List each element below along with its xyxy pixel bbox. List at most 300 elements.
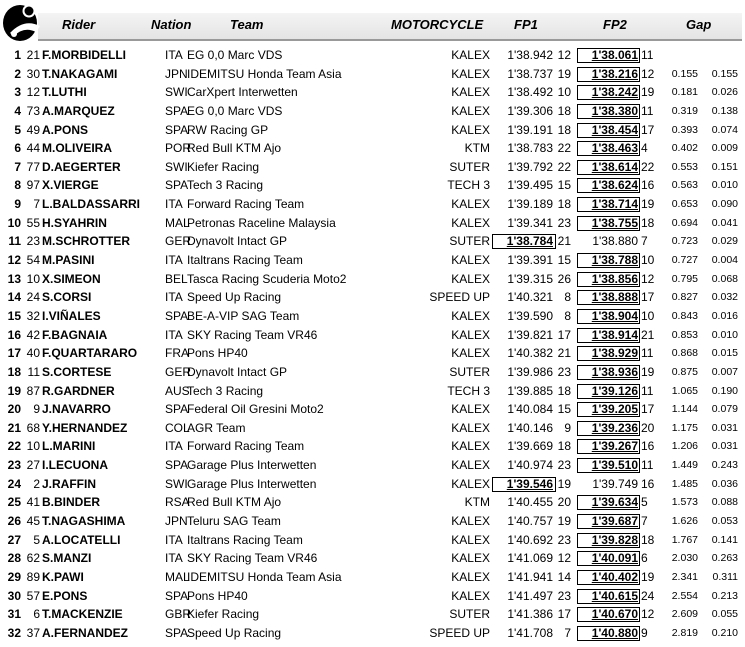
gap-to-previous: 0.138 bbox=[711, 104, 738, 117]
results-table bbox=[0, 46, 745, 643]
motorcycle: KALEX bbox=[451, 271, 490, 286]
gap-to-previous: 0.031 bbox=[711, 440, 738, 453]
gap-to-previous: 0.074 bbox=[711, 123, 738, 136]
team-name: Forward Racing Team bbox=[187, 197, 305, 212]
rider-name: F.QUARTARARO bbox=[42, 346, 138, 361]
fp1-time: 1'40.084 bbox=[507, 402, 553, 417]
position: 15 bbox=[7, 308, 21, 323]
nation: SPA bbox=[165, 588, 189, 603]
fp1-lap: 19 bbox=[557, 476, 571, 491]
fp1-time: 1'39.306 bbox=[507, 103, 553, 118]
fp2-lap: 5 bbox=[641, 495, 648, 510]
nation: SWI bbox=[165, 159, 188, 174]
fp1-lap: 20 bbox=[557, 495, 571, 510]
fp1-lap: 8 bbox=[564, 308, 571, 323]
table-row bbox=[0, 493, 745, 512]
fp1-time: 1'39.495 bbox=[507, 178, 553, 193]
fp1-time: 1'39.821 bbox=[507, 327, 553, 342]
position: 17 bbox=[7, 346, 21, 361]
gap-to-first: 0.827 bbox=[671, 291, 698, 304]
nation: GBR bbox=[165, 607, 192, 622]
nation: JPN bbox=[165, 66, 188, 81]
table-row bbox=[0, 419, 745, 438]
team-name: Dynavolt Intact GP bbox=[187, 364, 288, 379]
motorcycle: KALEX bbox=[451, 122, 490, 137]
fp1-time: 1'38.784 bbox=[506, 234, 553, 249]
table-row bbox=[0, 549, 745, 568]
fp1-time: 1'39.546 bbox=[506, 476, 553, 491]
position: 4 bbox=[14, 103, 21, 118]
fp2-lap: 20 bbox=[641, 420, 655, 435]
fp2-lap: 10 bbox=[641, 308, 655, 323]
position: 5 bbox=[14, 122, 21, 137]
fp1-time: 1'41.708 bbox=[507, 625, 553, 640]
rider-name: Y.HERNANDEZ bbox=[42, 420, 128, 435]
rider-name: J.RAFFIN bbox=[42, 476, 96, 491]
fp2-lap: 16 bbox=[641, 439, 655, 454]
rider-name: T.MACKENZIE bbox=[42, 607, 123, 622]
gap-to-first: 1.626 bbox=[671, 515, 698, 528]
gap-to-previous: 0.053 bbox=[711, 515, 738, 528]
fp2-lap: 19 bbox=[641, 569, 655, 584]
team-name: Teluru SAG Team bbox=[187, 514, 281, 529]
rider-number: 7 bbox=[33, 197, 40, 212]
motorcycle: SUTER bbox=[449, 159, 490, 174]
position: 8 bbox=[14, 178, 21, 193]
table-row bbox=[0, 363, 745, 382]
fp2-time: 1'38.242 bbox=[591, 85, 638, 100]
nation: SPA bbox=[165, 178, 189, 193]
fp1-time: 1'41.386 bbox=[507, 607, 553, 622]
table-row bbox=[0, 344, 745, 363]
position: 12 bbox=[7, 253, 21, 268]
fp2-lap: 17 bbox=[641, 402, 655, 417]
fp1-time: 1'38.737 bbox=[507, 66, 553, 81]
team-name: IDEMITSU Honda Team Asia bbox=[187, 569, 342, 584]
rider-number: 41 bbox=[26, 495, 40, 510]
team-name: Red Bull KTM Ajo bbox=[187, 141, 282, 156]
nation: ITA bbox=[165, 439, 183, 454]
nation: ITA bbox=[165, 327, 183, 342]
motorcycle: KALEX bbox=[451, 48, 490, 62]
table-row bbox=[0, 121, 745, 140]
nation: SPA bbox=[165, 402, 189, 417]
fp1-time: 1'41.497 bbox=[507, 588, 553, 603]
nation: COL bbox=[165, 420, 190, 435]
rider-number: 24 bbox=[26, 290, 40, 305]
header-motorcycle: MOTORCYCLE bbox=[391, 17, 484, 32]
motorcycle: KALEX bbox=[451, 85, 490, 100]
team-name: Tech 3 Racing bbox=[187, 383, 264, 398]
motorcycle: KALEX bbox=[451, 588, 490, 603]
rider-name: F.MORBIDELLI bbox=[42, 48, 126, 62]
gap-to-first: 0.727 bbox=[671, 254, 698, 267]
motorcycle: KALEX bbox=[451, 532, 490, 547]
rider-number: 77 bbox=[26, 159, 40, 174]
motorcycle: KALEX bbox=[451, 476, 490, 491]
gap-to-previous: 0.041 bbox=[711, 216, 738, 229]
table-row bbox=[0, 512, 745, 531]
rider-name: T.LUTHI bbox=[42, 85, 87, 100]
gap-to-first: 1.065 bbox=[671, 384, 698, 397]
gap-to-first: 1.449 bbox=[671, 459, 698, 472]
fp1-lap: 18 bbox=[557, 197, 571, 212]
fp2-lap: 11 bbox=[641, 458, 654, 473]
fp2-time: 1'40.402 bbox=[591, 569, 638, 584]
rider-name: M.PASINI bbox=[42, 253, 95, 268]
fp1-lap: 10 bbox=[557, 85, 571, 100]
position: 32 bbox=[7, 625, 21, 640]
nation: BEL bbox=[165, 271, 188, 286]
motorcycle: KALEX bbox=[451, 253, 490, 268]
position: 24 bbox=[7, 476, 21, 491]
gap-to-previous: 0.151 bbox=[711, 160, 738, 173]
position: 22 bbox=[7, 439, 21, 454]
table-row bbox=[0, 158, 745, 177]
position: 20 bbox=[7, 402, 21, 417]
motorcycle: KALEX bbox=[451, 215, 490, 230]
fp1-lap: 12 bbox=[557, 551, 571, 566]
gap-to-previous: 0.243 bbox=[711, 459, 738, 472]
motorcycle: KALEX bbox=[451, 103, 490, 118]
fp1-time: 1'39.189 bbox=[507, 197, 553, 212]
rider-name: D.AEGERTER bbox=[42, 159, 121, 174]
position: 3 bbox=[14, 85, 21, 100]
fp2-time: 1'39.510 bbox=[591, 458, 638, 473]
position: 25 bbox=[7, 495, 21, 510]
team-name: Garage Plus Interwetten bbox=[187, 458, 317, 473]
team-name: Italtrans Racing Team bbox=[187, 532, 303, 547]
team-name: RW Racing GP bbox=[187, 122, 269, 137]
table-header bbox=[0, 0, 745, 44]
fp2-time: 1'38.614 bbox=[591, 159, 638, 174]
fp1-lap: 15 bbox=[557, 402, 571, 417]
rider-name: H.SYAHRIN bbox=[42, 215, 107, 230]
gap-to-first: 2.819 bbox=[671, 626, 698, 639]
fp1-lap: 23 bbox=[557, 588, 571, 603]
nation: ITA bbox=[165, 290, 183, 305]
rider-name: E.PONS bbox=[42, 588, 88, 603]
rider-number: 73 bbox=[26, 103, 40, 118]
position: 21 bbox=[7, 420, 21, 435]
fp1-time: 1'40.321 bbox=[507, 290, 553, 305]
fp1-lap: 17 bbox=[557, 327, 571, 342]
fp1-lap: 21 bbox=[557, 346, 571, 361]
gap-to-first: 0.402 bbox=[671, 142, 698, 155]
fp2-time: 1'38.714 bbox=[591, 197, 638, 212]
rider-name: T.NAGASHIMA bbox=[42, 514, 126, 529]
fp1-lap: 12 bbox=[557, 48, 571, 62]
rider-number: 6 bbox=[33, 607, 40, 622]
table-row bbox=[0, 214, 745, 233]
position: 18 bbox=[7, 364, 21, 379]
gap-to-first: 0.319 bbox=[671, 104, 698, 117]
gap-to-first: 0.393 bbox=[671, 123, 698, 136]
header-fp1: FP1 bbox=[514, 17, 538, 32]
fp1-time: 1'39.885 bbox=[507, 383, 553, 398]
fp1-lap: 23 bbox=[557, 458, 571, 473]
table-row bbox=[0, 587, 745, 606]
table-row bbox=[0, 102, 745, 121]
motorcycle: KALEX bbox=[451, 346, 490, 361]
fp1-time: 1'40.974 bbox=[507, 458, 553, 473]
fp1-lap: 26 bbox=[557, 271, 571, 286]
rider-number: 55 bbox=[26, 215, 40, 230]
fp1-lap: 17 bbox=[557, 607, 571, 622]
fp1-lap: 22 bbox=[557, 159, 571, 174]
rider-number: 89 bbox=[26, 569, 40, 584]
header-nation: Nation bbox=[151, 17, 192, 32]
fp1-time: 1'39.669 bbox=[507, 439, 553, 454]
motorcycle: SPEED UP bbox=[429, 625, 490, 640]
motorcycle: KALEX bbox=[451, 402, 490, 417]
table-row bbox=[0, 531, 745, 550]
fp1-time: 1'39.315 bbox=[507, 271, 553, 286]
rider-number: 37 bbox=[26, 625, 40, 640]
fp1-time: 1'38.783 bbox=[507, 141, 553, 156]
fp2-time: 1'38.888 bbox=[591, 290, 638, 305]
gap-to-previous: 0.068 bbox=[711, 272, 738, 285]
header-bar bbox=[38, 13, 742, 41]
fp2-lap: 9 bbox=[641, 625, 648, 640]
gap-to-first: 0.795 bbox=[671, 272, 698, 285]
gap-to-previous: 0.016 bbox=[711, 309, 738, 322]
nation: SPA bbox=[165, 308, 189, 323]
fp2-lap: 12 bbox=[641, 271, 655, 286]
rider-name: F.BAGNAIA bbox=[42, 327, 108, 342]
nation: GER bbox=[165, 364, 192, 379]
table-row bbox=[0, 83, 745, 102]
fp1-lap: 22 bbox=[557, 141, 571, 156]
position: 26 bbox=[7, 514, 21, 529]
fp2-lap: 18 bbox=[641, 532, 655, 547]
fp2-time: 1'39.126 bbox=[591, 383, 638, 398]
fp2-time: 1'38.929 bbox=[591, 346, 638, 361]
rider-number: 87 bbox=[26, 383, 40, 398]
fp2-lap: 24 bbox=[641, 588, 655, 603]
fp1-lap: 19 bbox=[557, 66, 571, 81]
rider-name: I.LECUONA bbox=[42, 458, 108, 473]
fp1-time: 1'40.757 bbox=[507, 514, 553, 529]
fp2-lap: 6 bbox=[641, 551, 648, 566]
fp1-time: 1'39.792 bbox=[507, 159, 553, 174]
rider-number: 9 bbox=[33, 402, 40, 417]
fp2-lap: 11 bbox=[641, 48, 654, 62]
nation: POR bbox=[165, 141, 192, 156]
motorcycle: SUTER bbox=[449, 607, 490, 622]
position: 1 bbox=[14, 48, 21, 62]
gap-to-first: 2.554 bbox=[671, 589, 698, 602]
fp2-lap: 7 bbox=[641, 514, 648, 529]
table-row bbox=[0, 139, 745, 158]
nation: SPA bbox=[165, 103, 189, 118]
header-team: Team bbox=[230, 17, 264, 32]
gap-to-first: 2.030 bbox=[671, 552, 698, 565]
nation: SPA bbox=[165, 458, 189, 473]
rider-name: S.MANZI bbox=[42, 551, 92, 566]
fp2-time: 1'39.267 bbox=[591, 439, 638, 454]
fp2-lap: 19 bbox=[641, 85, 655, 100]
gap-to-previous: 0.079 bbox=[711, 403, 738, 416]
rider-number: 10 bbox=[26, 271, 40, 286]
fp1-time: 1'38.942 bbox=[507, 48, 553, 62]
nation: MAL bbox=[165, 215, 190, 230]
nation: SPA bbox=[165, 625, 189, 640]
table-row bbox=[0, 176, 745, 195]
table-row bbox=[0, 326, 745, 345]
motorcycle: KALEX bbox=[451, 197, 490, 212]
rider-number: 42 bbox=[26, 327, 40, 342]
position: 13 bbox=[7, 271, 21, 286]
table-row bbox=[0, 195, 745, 214]
gap-to-previous: 0.010 bbox=[711, 328, 738, 341]
fp1-time: 1'39.590 bbox=[507, 308, 553, 323]
position: 6 bbox=[14, 141, 21, 156]
fp1-lap: 23 bbox=[557, 215, 571, 230]
fp2-time: 1'40.091 bbox=[591, 551, 638, 566]
fp2-lap: 16 bbox=[641, 476, 655, 491]
rider-name: A.PONS bbox=[42, 122, 89, 137]
fp2-lap: 4 bbox=[641, 141, 648, 156]
fp1-time: 1'38.492 bbox=[507, 85, 553, 100]
motorcycle: SUTER bbox=[449, 364, 490, 379]
gap-to-first: 2.341 bbox=[671, 570, 698, 583]
gap-to-first: 1.144 bbox=[671, 403, 698, 416]
rider-number: 40 bbox=[26, 346, 40, 361]
fp1-lap: 9 bbox=[564, 420, 571, 435]
gap-to-previous: 0.026 bbox=[711, 86, 738, 99]
fp1-lap: 23 bbox=[557, 364, 571, 379]
table-row bbox=[0, 232, 745, 251]
fp1-lap: 7 bbox=[564, 625, 571, 640]
fp2-lap: 18 bbox=[641, 215, 655, 230]
gap-to-previous: 0.031 bbox=[711, 421, 738, 434]
team-name: Pons HP40 bbox=[187, 346, 248, 361]
table-row bbox=[0, 605, 745, 624]
position: 29 bbox=[7, 569, 21, 584]
rider-number: 11 bbox=[27, 364, 40, 379]
fp1-lap: 15 bbox=[557, 178, 571, 193]
position: 7 bbox=[14, 159, 21, 174]
fp2-time: 1'38.380 bbox=[591, 103, 638, 118]
fp2-time: 1'38.624 bbox=[591, 178, 638, 193]
rider-name: X.SIMEON bbox=[42, 271, 101, 286]
gap-to-first: 0.694 bbox=[671, 216, 698, 229]
team-name: IDEMITSU Honda Team Asia bbox=[187, 66, 342, 81]
table-row bbox=[0, 270, 745, 289]
motorcycle: KALEX bbox=[451, 514, 490, 529]
fp2-lap: 19 bbox=[641, 364, 655, 379]
gap-to-first: 0.875 bbox=[671, 365, 698, 378]
position: 10 bbox=[7, 215, 21, 230]
gap-to-previous: 0.029 bbox=[711, 235, 738, 248]
fp2-time: 1'40.880 bbox=[591, 625, 638, 640]
fp2-time: 1'38.454 bbox=[591, 122, 638, 137]
fp2-time: 1'38.755 bbox=[591, 215, 638, 230]
position: 30 bbox=[7, 588, 21, 603]
motorcycle: KALEX bbox=[451, 439, 490, 454]
rider-number: 44 bbox=[26, 141, 40, 156]
fp2-lap: 12 bbox=[641, 66, 655, 81]
gap-to-previous: 0.010 bbox=[711, 179, 738, 192]
gap-to-first: 1.175 bbox=[671, 421, 698, 434]
gap-to-previous: 0.213 bbox=[711, 589, 738, 602]
nation: ITA bbox=[165, 253, 183, 268]
fp1-lap: 15 bbox=[557, 253, 571, 268]
gap-to-previous: 0.155 bbox=[711, 67, 738, 80]
rider-number: 2 bbox=[33, 476, 40, 491]
gap-to-previous: 0.210 bbox=[711, 626, 738, 639]
team-name: CarXpert Interwetten bbox=[187, 85, 298, 100]
fp2-time: 1'38.216 bbox=[591, 66, 638, 81]
fp2-time: 1'38.856 bbox=[591, 271, 638, 286]
header-fp2: FP2 bbox=[603, 17, 627, 32]
table-row bbox=[0, 475, 745, 494]
gap-to-previous: 0.190 bbox=[711, 384, 738, 397]
gap-to-previous: 0.141 bbox=[711, 533, 738, 546]
fp2-time: 1'39.828 bbox=[591, 532, 638, 547]
motorcycle: TECH 3 bbox=[447, 383, 490, 398]
nation: GER bbox=[165, 234, 192, 249]
fp1-lap: 18 bbox=[557, 122, 571, 137]
team-name: Petronas Raceline Malaysia bbox=[187, 215, 336, 230]
fp2-time: 1'38.936 bbox=[591, 364, 638, 379]
team-name: Forward Racing Team bbox=[187, 439, 305, 454]
team-name: AGR Team bbox=[187, 420, 246, 435]
table-row bbox=[0, 251, 745, 270]
motorcycle-rider-icon bbox=[0, 0, 52, 42]
fp2-lap: 21 bbox=[641, 327, 655, 342]
motorcycle: SPEED UP bbox=[429, 290, 490, 305]
nation: FRA bbox=[165, 346, 189, 361]
gap-to-previous: 0.311 bbox=[712, 570, 738, 583]
team-name: Speed Up Racing bbox=[187, 290, 282, 305]
motorcycle: KTM bbox=[464, 495, 490, 510]
fp1-lap: 8 bbox=[564, 290, 571, 305]
rider-name: J.NAVARRO bbox=[42, 402, 111, 417]
rider-number: 54 bbox=[26, 253, 40, 268]
team-name: Kiefer Racing bbox=[187, 159, 260, 174]
gap-to-first: 0.155 bbox=[671, 67, 698, 80]
nation: ITA bbox=[165, 532, 183, 547]
gap-to-previous: 0.007 bbox=[711, 365, 738, 378]
position: 27 bbox=[7, 532, 21, 547]
fp2-lap: 12 bbox=[641, 607, 655, 622]
gap-to-first: 0.723 bbox=[671, 235, 698, 248]
fp2-time: 1'40.615 bbox=[591, 588, 638, 603]
rider-name: L.BALDASSARRI bbox=[42, 197, 140, 212]
fp2-lap: 17 bbox=[641, 290, 655, 305]
fp2-time: 1'39.236 bbox=[591, 420, 638, 435]
rider-name: X.VIERGE bbox=[42, 178, 99, 193]
gap-to-previous: 0.009 bbox=[711, 142, 738, 155]
fp2-lap: 17 bbox=[641, 122, 655, 137]
fp2-time: 1'39.634 bbox=[591, 495, 638, 510]
fp2-time: 1'38.904 bbox=[591, 308, 638, 323]
rider-name: M.SCHROTTER bbox=[42, 234, 130, 249]
gap-to-previous: 0.032 bbox=[711, 291, 738, 304]
fp2-time: 1'38.463 bbox=[591, 141, 638, 156]
rider-name: S.CORSI bbox=[42, 290, 92, 305]
position: 14 bbox=[7, 290, 21, 305]
rider-number: 30 bbox=[26, 66, 40, 81]
position: 28 bbox=[7, 551, 21, 566]
team-name: Speed Up Racing bbox=[187, 625, 282, 640]
rider-number: 45 bbox=[26, 514, 40, 529]
rider-name: K.PAWI bbox=[42, 569, 84, 584]
rider-name: A.FERNANDEZ bbox=[42, 625, 128, 640]
fp1-lap: 21 bbox=[557, 234, 571, 249]
